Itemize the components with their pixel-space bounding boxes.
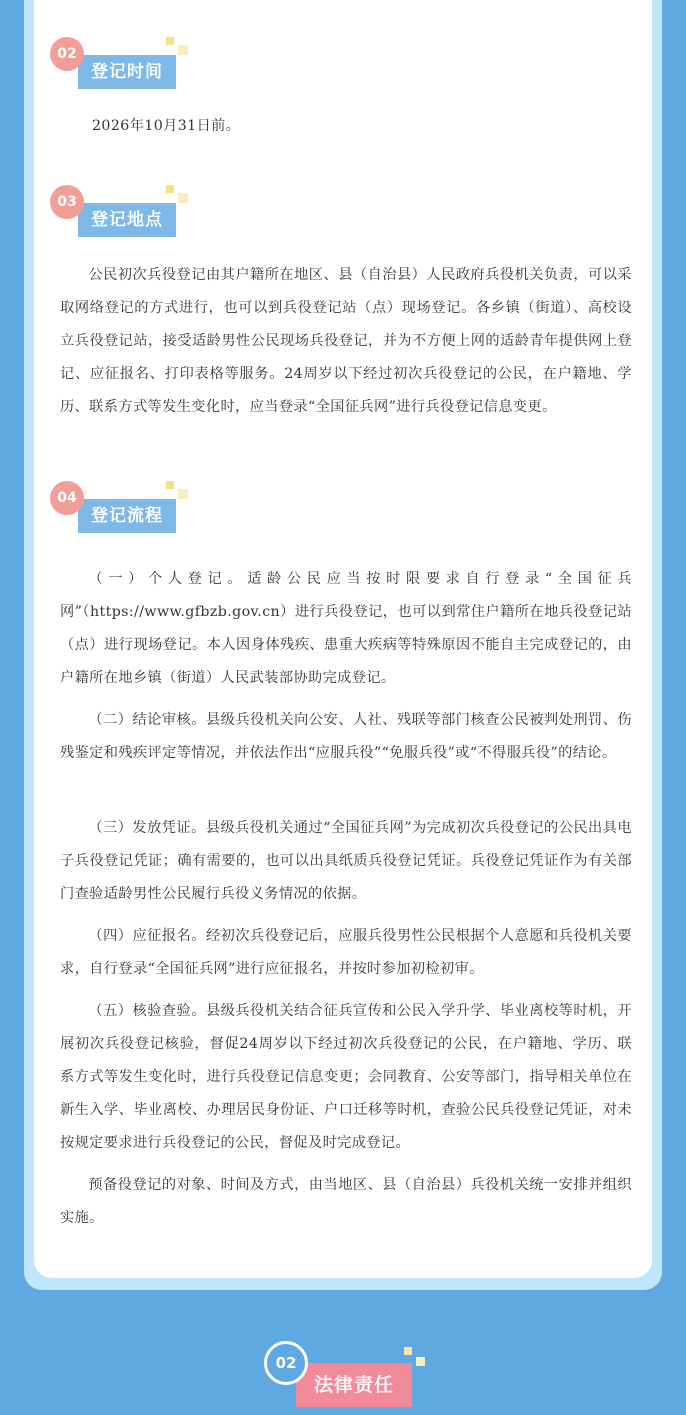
decor-square <box>178 489 188 499</box>
paragraph: （二）结论审核。县级兵役机关向公安、人社、残联等部门核查公民被判处刑罚、伤残鉴定和残疾评定等情况，并依法作出“应服兵役”“免服兵役”或“不得服兵役”的结论。 <box>60 712 632 761</box>
decor-square <box>166 37 174 45</box>
footer-section-header <box>264 1341 424 1415</box>
section-number-badge: 02 <box>50 37 84 71</box>
paragraph: （五）核验查验。县级兵役机关结合征兵宣传和公民入学升学、毕业离校等时机，开展初次兵役登记核验，督促24周岁以下经过初次兵役登记的公民，在户籍地、学历、联系方式等发生变化时，进行兵役登记信息变更；会同教育、公安等部门，指导相关单位在新生入学、毕业离校、办理居民身份证、户口迁移等时机，查验公民兵役登记凭证，对未按规定要求进行兵役登记的公民，督促及时完成登记。 <box>60 1003 632 1151</box>
paragraph: （四）应征报名。经初次兵役登记后，应服兵役男性公民根据个人意愿和兵役机关要求，自行登录“全国征兵网”进行应征报名，并按时参加初检初审。 <box>60 928 632 977</box>
decor-square <box>416 1357 425 1366</box>
section-header-process <box>50 481 210 541</box>
paragraph: 公民初次兵役登记由其户籍所在地区、县（自治县）人民政府兵役机关负责，可以采取网络登记的方式进行，也可以到兵役登记站（点）现场登记。各乡镇（街道）、高校设立兵役登记站，接受适龄男性公民现场兵役登记，并为不方便上网的适龄青年提供网上登记、应征报名、打印表格等服务。24周岁以下经过初次兵役登记的公民，在户籍地、学历、联系方式等发生变化时，应当登录“全国征兵网”进行兵役登记信息变更。 <box>60 267 632 415</box>
footer-title: 法律责任 <box>296 1363 412 1407</box>
section-header-location <box>50 185 210 245</box>
decor-square <box>178 193 188 203</box>
paragraph: 2026年10月31日前。 <box>92 118 241 134</box>
footer-number-badge: 02 <box>264 1341 308 1385</box>
decor-square <box>178 45 188 55</box>
decor-square <box>166 481 174 489</box>
section-title: 登记地点 <box>78 203 176 237</box>
paragraph: （三）发放凭证。县级兵役机关通过“全国征兵网”为完成初次兵役登记的公民出具电子兵役登记凭证；确有需要的，也可以出具纸质兵役登记凭证。兵役登记凭证作为有关部门查验适龄男性公民履行兵役义务情况的依据。 <box>60 820 632 902</box>
section-number-badge: 03 <box>50 185 84 219</box>
decor-square <box>166 185 174 193</box>
paragraph: （一）个人登记。适龄公民应当按时限要求自行登录“全国征兵网”（https://www.gfbzb.gov.cn）进行兵役登记，也可以到常住户籍所在地兵役登记站（点）进行现场登记。本人因身体残疾、患重大疾病等特殊原因不能自主完成登记的，由户籍所在地乡镇（街道）人民武装部协助完成登记。 <box>60 571 632 686</box>
section-title: 登记流程 <box>78 499 176 533</box>
section-number-badge: 04 <box>50 481 84 515</box>
decor-square <box>404 1347 412 1355</box>
section-header-time <box>50 37 210 97</box>
paragraph: 预备役登记的对象、时间及方式，由当地区、县（自治县）兵役机关统一安排并组织实施。 <box>60 1177 632 1226</box>
section-title: 登记时间 <box>78 55 176 89</box>
